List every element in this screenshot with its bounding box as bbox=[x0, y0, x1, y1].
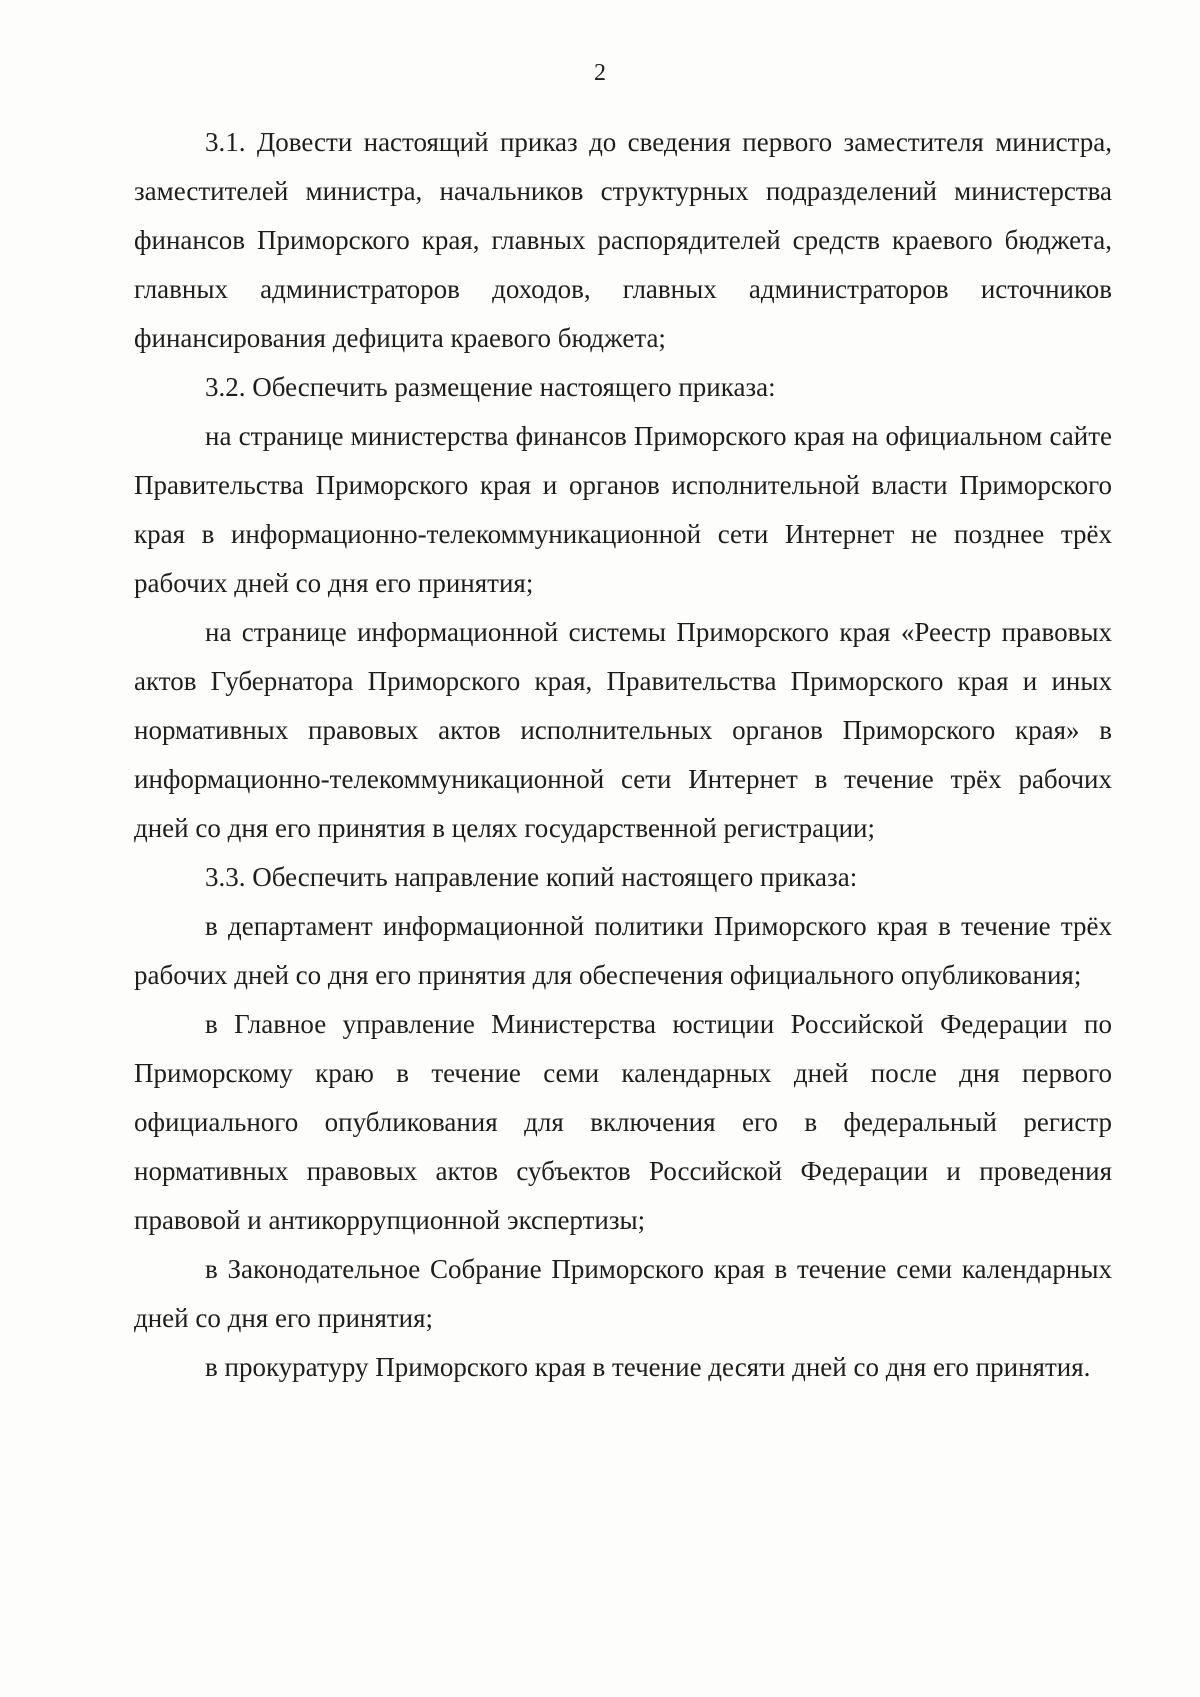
paragraph-3-2-website: на странице министерства финансов Приморского края на официальном сайте Правительства Приморского края и органов исполнительной власти Приморского края в информационно-телекоммуникационной сети Интернет не позднее трёх рабочих дней со дня его принятия; bbox=[134, 421, 1112, 598]
document-body bbox=[134, 118, 1112, 1392]
paragraph-3-3-legislative-assembly: в Законодательное Собрание Приморского края в течение семи календарных дней со дня его принятия; bbox=[134, 1254, 1112, 1333]
paragraph-3-3-info-policy: в департамент информационной политики Приморского края в течение трёх рабочих дней со дня его принятия для обеспечения официального опубликования; bbox=[134, 911, 1112, 990]
paragraph-3-2: 3.2. Обеспечить размещение настоящего приказа: bbox=[205, 372, 776, 402]
paragraph-3-3-prosecutor: в прокуратуру Приморского края в течение десяти дней со дня его принятия. bbox=[205, 1352, 1091, 1382]
paragraph-3-3: 3.3. Обеспечить направление копий настоящего приказа: bbox=[205, 862, 858, 892]
paragraph-3-1: 3.1. Довести настоящий приказ до сведения первого заместителя министра, заместителей министра, начальников структурных подразделений министерства финансов Приморского края, главных распорядителей средств краевого бюджета, главных администраторов доходов, главных администраторов источников финансирования дефицита краевого бюджета; bbox=[134, 127, 1112, 353]
paragraph-3-3-justice-ministry: в Главное управление Министерства юстиции Российской Федерации по Приморскому краю в течение семи календарных дней после дня первого официального опубликования для включения его в федеральный регистр нормативных правовых актов субъектов Российской Федерации и проведения правовой и антикоррупционной экспертизы; bbox=[134, 1009, 1112, 1235]
page-number: 2 bbox=[594, 60, 606, 86]
paragraph-3-2-registry: на странице информационной системы Приморского края «Реестр правовых актов Губернатора Приморского края, Правительства Приморского края и иных нормативных правовых актов исполнительных органов Приморского края» в информационно-телекоммуникационной сети Интернет в течение трёх рабочих дней со дня его принятия в целях государственной регистрации; bbox=[134, 617, 1112, 843]
